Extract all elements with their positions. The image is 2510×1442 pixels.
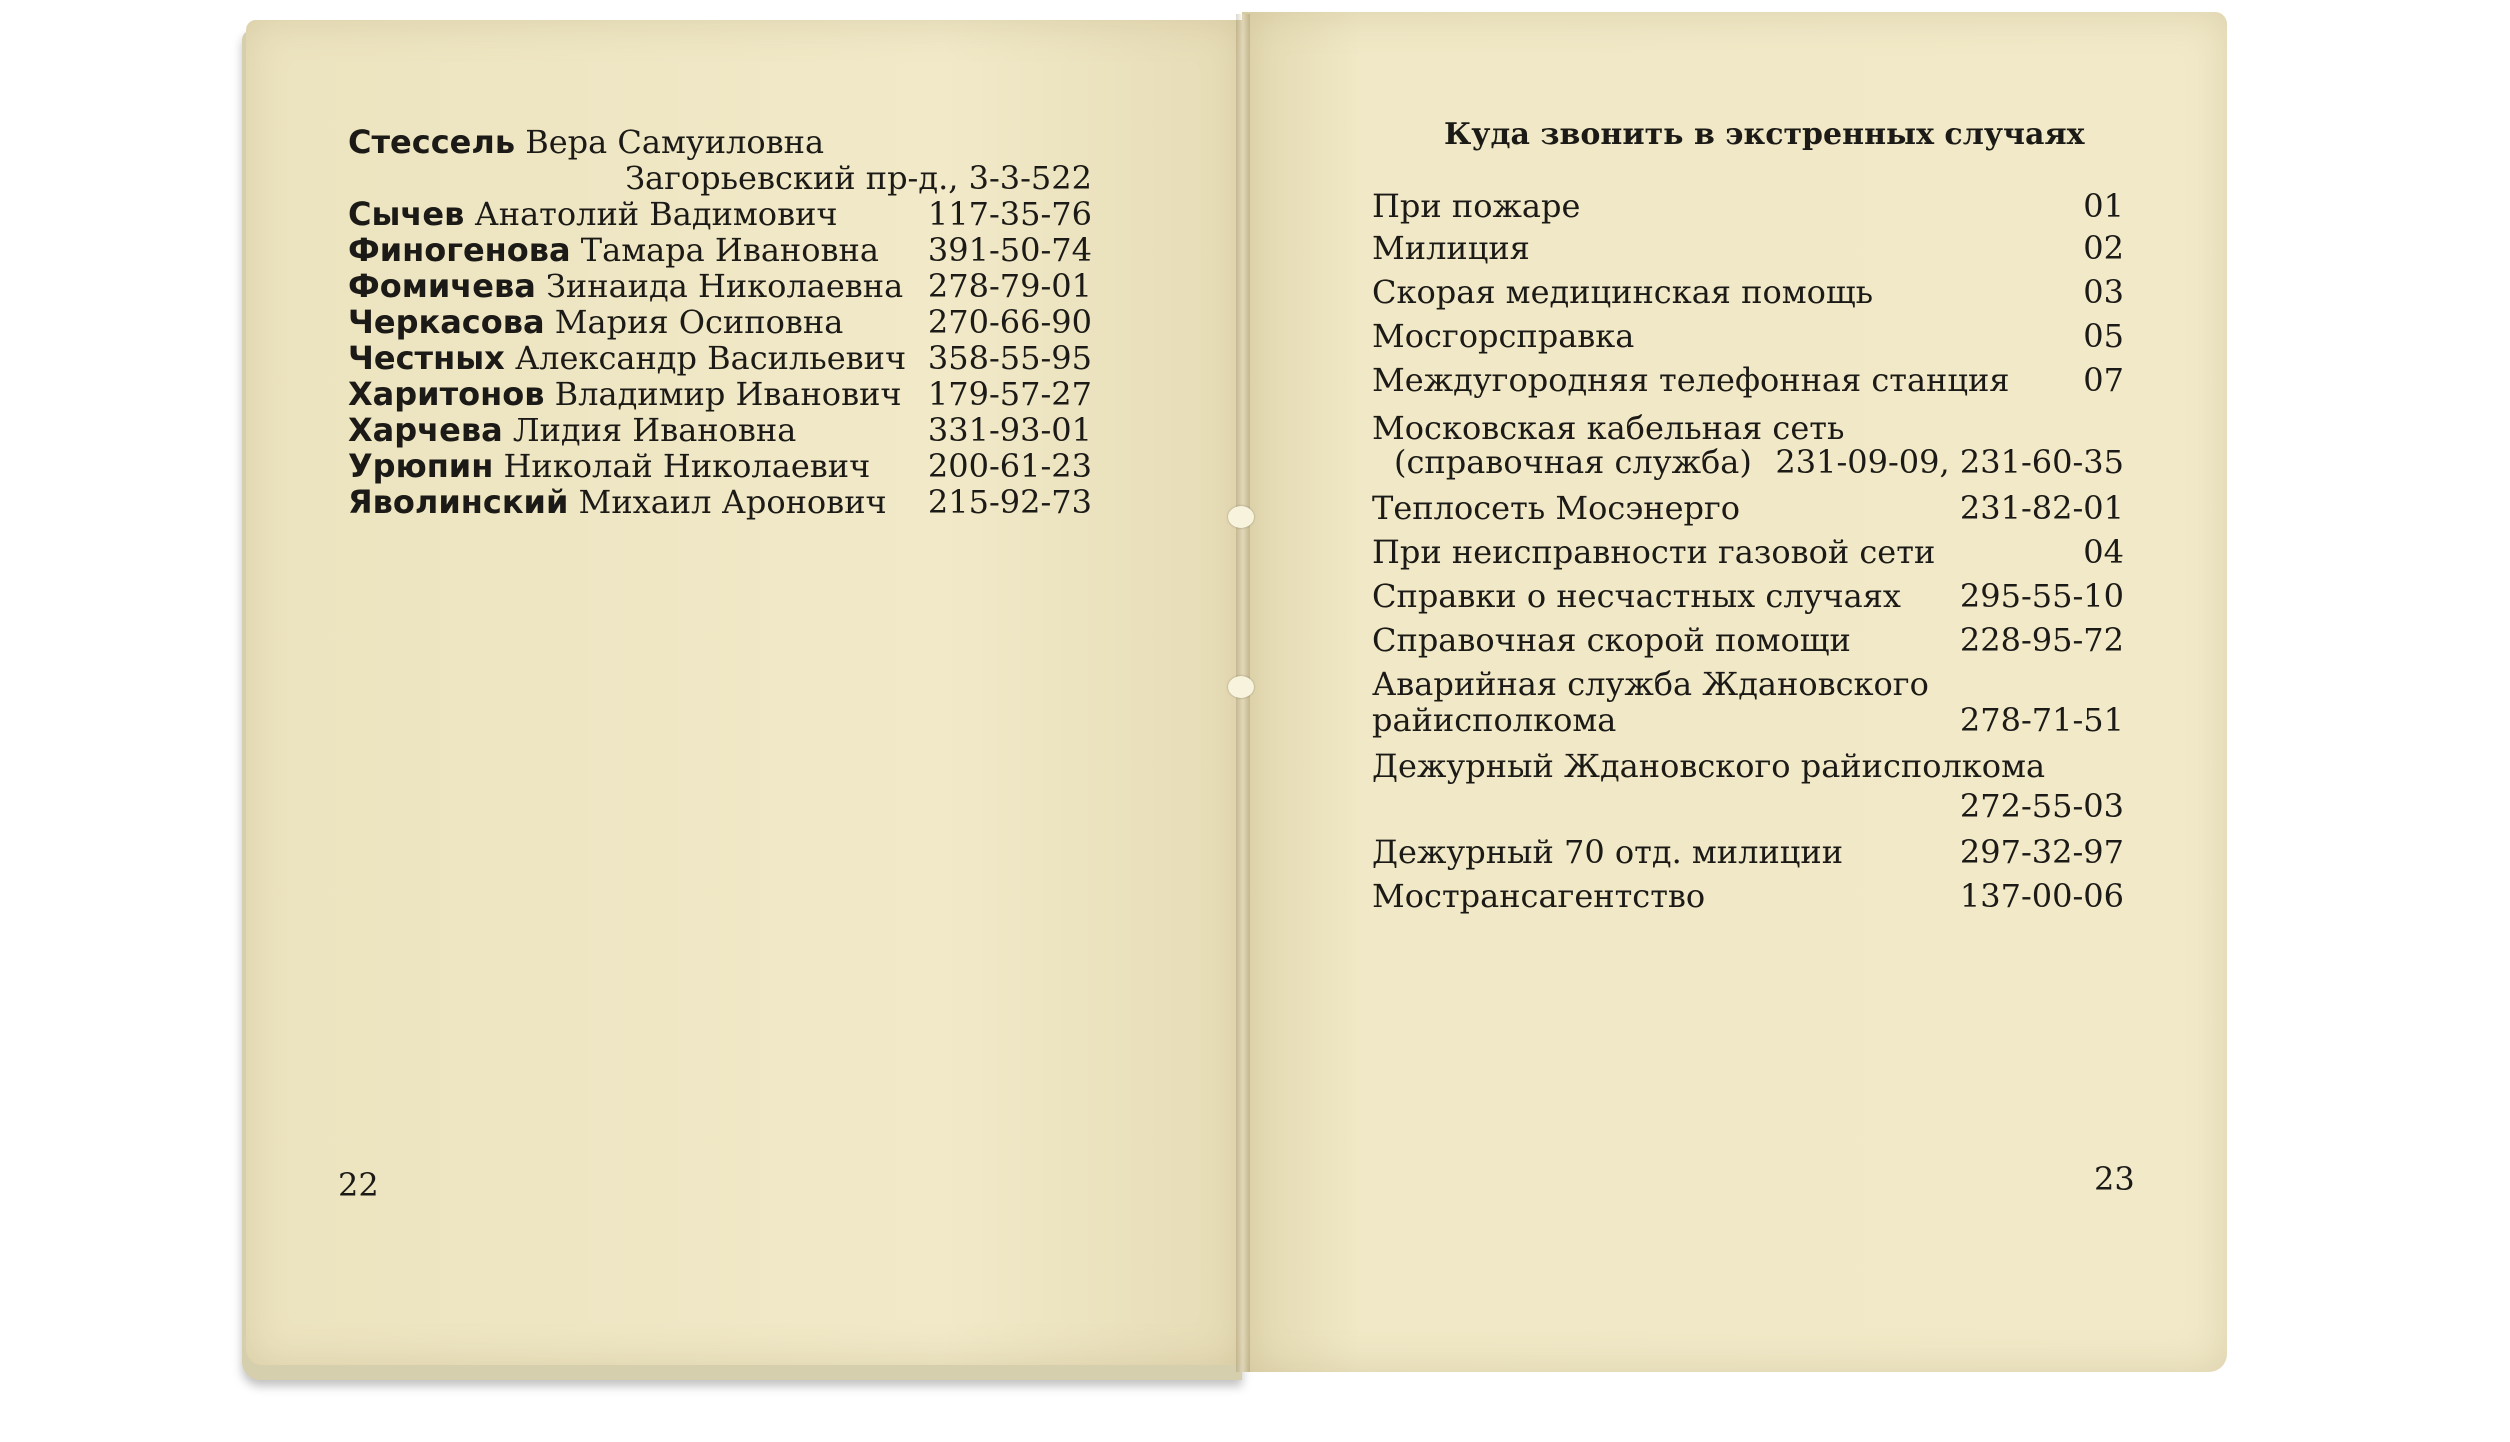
emergency-label: При неисправности газовой сети [1372, 533, 1936, 571]
emergency-heading: Куда звонить в экстренных случаях [1444, 117, 2085, 152]
contact-name: Вера Самуиловна [525, 123, 825, 161]
contact-surname: Черкасова [348, 303, 545, 341]
contact-name: Анатолий Вадимович [474, 195, 838, 233]
contact-surname: Сычев [348, 195, 465, 233]
contact-entry [348, 267, 1092, 305]
emergency-entry [1372, 489, 2124, 527]
emergency-phone: 07 [2083, 361, 2124, 399]
emergency-label: Аварийная служба Ждановского [1372, 665, 1929, 703]
contact-address: Загорьевский пр-д., 3-3-522 [625, 159, 1092, 197]
contact-phone: 270-66-90 [927, 303, 1092, 341]
emergency-entry [1372, 577, 2124, 615]
emergency-entry [1372, 747, 2124, 785]
contact-phone: 358-55-95 [927, 339, 1092, 377]
contact-surname: Харчева [348, 411, 503, 449]
emergency-entry [1372, 665, 2124, 703]
page-number-right: 23 [2094, 1160, 2135, 1198]
emergency-entry [1372, 877, 2124, 915]
staple-stitch [1228, 676, 1254, 698]
contact-name: Зинаида Николаевна [545, 267, 904, 305]
emergency-phone: 272-55-03 [1959, 787, 2124, 825]
emergency-phone: 297-32-97 [1959, 833, 2124, 871]
staple-stitch [1228, 506, 1254, 528]
contact-surname: Харитонов [348, 375, 545, 413]
emergency-label: Милиция [1372, 229, 1530, 267]
emergency-label: Справочная скорой помощи [1372, 621, 1851, 659]
emergency-label: Междугородняя телефонная станция [1372, 361, 2010, 399]
emergency-label: Московская кабельная сеть [1372, 409, 1845, 447]
contact-entry [348, 375, 1092, 413]
emergency-entry [1372, 273, 2124, 311]
emergency-phone: 231-09-09, 231-60-35 [1775, 443, 2124, 481]
emergency-label: райисполкома [1372, 701, 1617, 739]
contact-phone: 200-61-23 [927, 447, 1092, 485]
emergency-phone: 05 [2083, 317, 2124, 355]
contact-phone: 331-93-01 [927, 411, 1092, 449]
contact-entry [348, 303, 1092, 341]
emergency-label: (справочная служба) [1394, 443, 1752, 481]
contact-surname: Честных [348, 339, 505, 377]
emergency-label: Дежурный 70 отд. милиции [1372, 833, 1844, 871]
emergency-label: Справки о несчастных случаях [1372, 577, 1901, 615]
emergency-label: При пожаре [1372, 187, 1581, 225]
emergency-phone: 03 [2083, 273, 2124, 311]
contact-phone: 215-92-73 [927, 483, 1092, 521]
emergency-entry [1372, 229, 2124, 267]
contact-entry [348, 195, 1092, 233]
emergency-entry [1372, 533, 2124, 571]
contact-phone: 278-79-01 [927, 267, 1092, 305]
emergency-phone: 01 [2083, 187, 2124, 225]
emergency-phone: 228-95-72 [1959, 621, 2124, 659]
emergency-entry [1372, 361, 2124, 399]
emergency-label: Дежурный Ждановского райисполкома [1372, 747, 2046, 785]
contact-entry [348, 411, 1092, 449]
contact-surname: Яволинский [348, 483, 569, 521]
contact-name: Николай Николаевич [503, 447, 871, 485]
emergency-phone: 137-00-06 [1959, 877, 2124, 915]
emergency-entry [1372, 833, 2124, 871]
contact-entry [348, 231, 1092, 269]
emergency-phone: 295-55-10 [1959, 577, 2124, 615]
emergency-phone: 04 [2083, 533, 2124, 571]
contact-entry [348, 447, 1092, 485]
emergency-label: Теплосеть Мосэнерго [1372, 489, 1741, 527]
contact-name: Михаил Аронович [578, 483, 887, 521]
contact-name: Лидия Ивановна [512, 411, 797, 449]
contact-entry [348, 339, 1092, 377]
contact-name: Тамара Ивановна [580, 231, 879, 269]
emergency-entry [1372, 409, 2124, 447]
page-number-left: 22 [338, 1166, 379, 1204]
emergency-entry [1372, 621, 2124, 659]
emergency-phone: 231-82-01 [1959, 489, 2124, 527]
contact-surname: Финогенова [348, 231, 571, 269]
emergency-phone: 278-71-51 [1959, 701, 2124, 739]
contact-surname: Урюпин [348, 447, 494, 485]
contact-name: Мария Осиповна [554, 303, 844, 341]
emergency-entry-continued [1372, 701, 2124, 739]
contact-phone: 391-50-74 [927, 231, 1092, 269]
contact-surname: Стессель [348, 123, 516, 161]
contact-entry [348, 483, 1092, 521]
contact-phone: 179-57-27 [927, 375, 1092, 413]
emergency-entry [1372, 317, 2124, 355]
contact-surname: Фомичева [348, 267, 536, 305]
emergency-phone: 02 [2083, 229, 2124, 267]
contact-name: Александр Васильевич [514, 339, 907, 377]
emergency-label: Скорая медицинская помощь [1372, 273, 1874, 311]
emergency-entry-continued [1372, 443, 2124, 481]
contact-name: Владимир Иванович [554, 375, 902, 413]
emergency-label: Мосгорсправка [1372, 317, 1635, 355]
contact-phone: 117-35-76 [927, 195, 1092, 233]
emergency-entry [1372, 187, 2124, 225]
emergency-label: Мострансагентство [1372, 877, 1706, 915]
contact-entry [348, 123, 1092, 161]
